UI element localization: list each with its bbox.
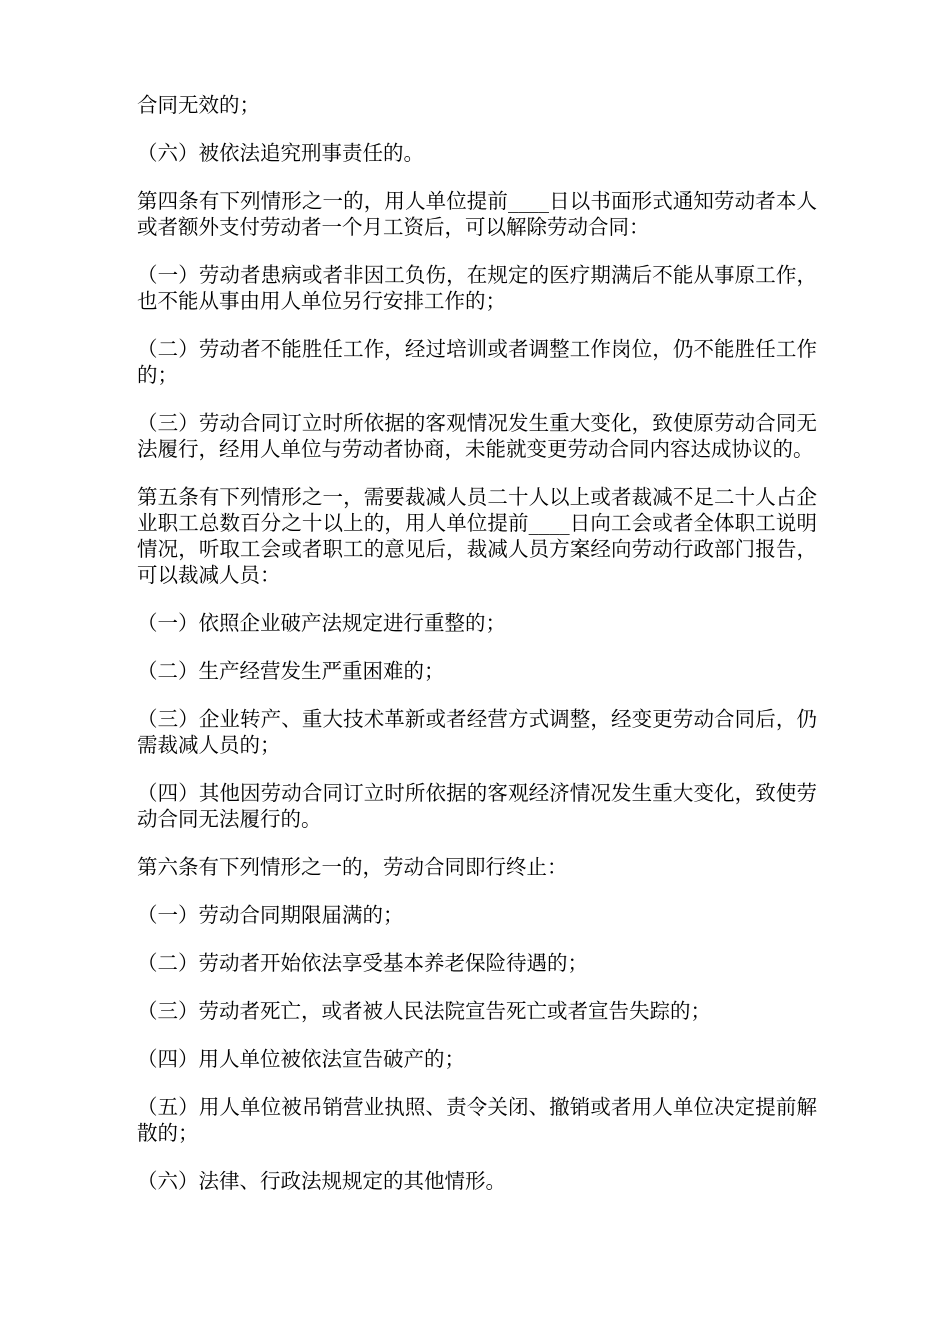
- paragraph: 合同无效的；: [137, 93, 260, 117]
- paragraph: （四）其他因劳动合同订立时所依据的客观经济情况发生重大变化，致使劳动合同无法履行的。: [137, 781, 817, 831]
- paragraph: （三）劳动合同订立时所依据的客观情况发生重大变化，致使原劳动合同无法履行，经用人单位与劳动者协商，未能就变更劳动合同内容达成协议的。: [137, 411, 817, 461]
- paragraph: （四）用人单位被依法宣告破产的；: [137, 1047, 465, 1071]
- paragraph: （五）用人单位被吊销营业执照、责令关闭、撤销或者用人单位决定提前解散的；: [137, 1095, 817, 1145]
- paragraph: （三）劳动者死亡，或者被人民法院宣告死亡或者宣告失踪的；: [137, 999, 711, 1023]
- paragraph: 第四条有下列情形之一的，用人单位提前____日以书面形式通知劳动者本人或者额外支付劳动者一个月工资后，可以解除劳动合同：: [137, 189, 817, 239]
- paragraph: （一）依照企业破产法规定进行重整的；: [137, 611, 506, 635]
- paragraph: 第五条有下列情形之一，需要裁减人员二十人以上或者裁减不足二十人占企业职工总数百分之十以上的，用人单位提前____日向工会或者全体职工说明情况，听取工会或者职工的意见后，裁减人员方案经向劳动行政部门报告，可以裁减人员：: [137, 485, 817, 587]
- paragraph: （二）生产经营发生严重困难的；: [137, 659, 445, 683]
- paragraph: （一）劳动者患病或者非因工负伤，在规定的医疗期满后不能从事原工作，也不能从事由用人单位另行安排工作的；: [137, 263, 817, 313]
- paragraph: （二）劳动者开始依法享受基本养老保险待遇的；: [137, 951, 588, 975]
- paragraph: （三）企业转产、重大技术革新或者经营方式调整，经变更劳动合同后，仍需裁减人员的；: [137, 707, 817, 757]
- paragraph: 第六条有下列情形之一的，劳动合同即行终止：: [137, 855, 568, 879]
- paragraph: （六）被依法追究刑事责任的。: [137, 141, 424, 165]
- document-body: [137, 92, 817, 1216]
- paragraph: （六）法律、行政法规规定的其他情形。: [137, 1169, 506, 1193]
- paragraph: （二）劳动者不能胜任工作，经过培训或者调整工作岗位，仍不能胜任工作的；: [137, 337, 817, 387]
- paragraph: （一）劳动合同期限届满的；: [137, 903, 404, 927]
